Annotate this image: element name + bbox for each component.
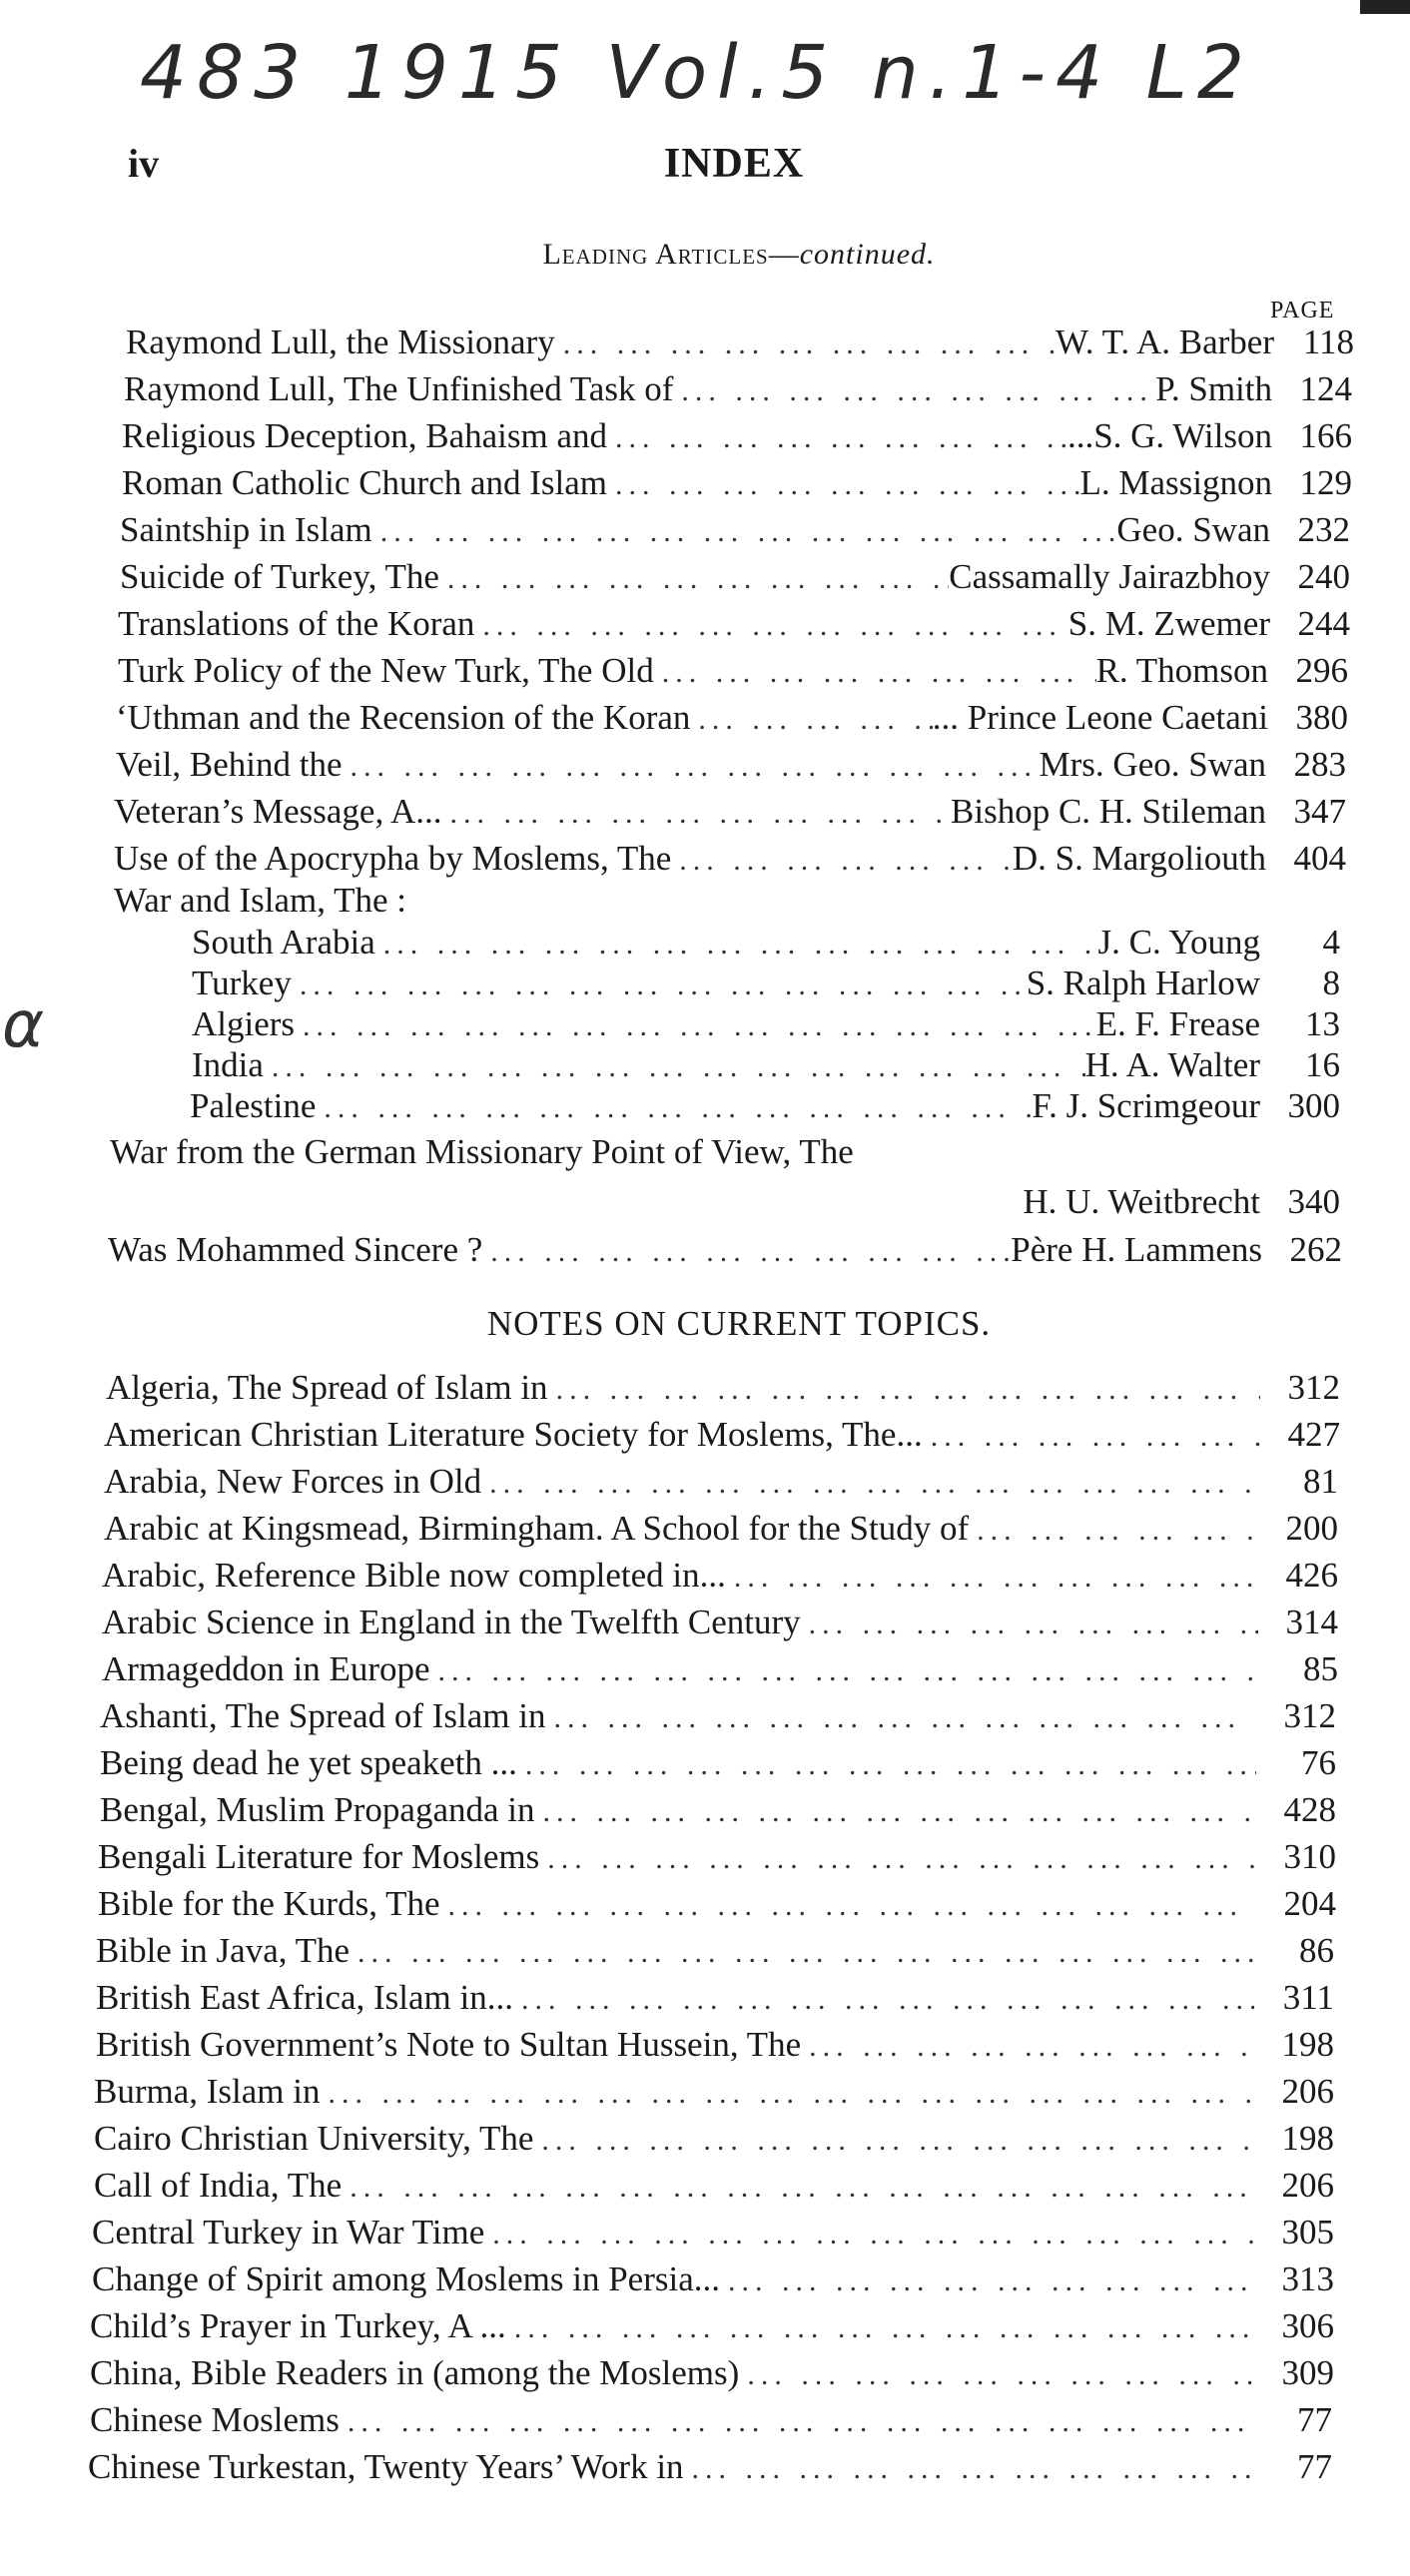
- leader-dots: [720, 2264, 1254, 2298]
- entry-page: 77: [1297, 2400, 1332, 2439]
- leader-dots: [969, 1514, 1258, 1548]
- entry-page: 296: [1295, 651, 1348, 690]
- list-item: [192, 1045, 1340, 1091]
- page-column-label: PAGE: [1270, 298, 1335, 323]
- entry-page: 129: [1299, 463, 1352, 502]
- leader-dots: [343, 750, 1040, 784]
- leader-dots: [533, 2124, 1254, 2158]
- entry-title: Cairo Christian University, The: [94, 2119, 534, 2158]
- list-item: [104, 1462, 1338, 1508]
- entry-title: Armageddon in Europe: [102, 1649, 430, 1688]
- leader-dots: [474, 609, 1067, 643]
- leader-dots: [506, 2311, 1254, 2345]
- leader-dots: [684, 2452, 1252, 2486]
- entry-author: Cassamally Jairazbhoy: [949, 557, 1270, 596]
- entry-title: Change of Spirit among Moslems in Persia...: [92, 2259, 720, 2298]
- list-item: [104, 1415, 1340, 1461]
- list-item: [94, 2119, 1334, 2165]
- leader-dots: [801, 1608, 1258, 1641]
- entry-title: Was Mohammed Sincere ?: [108, 1230, 483, 1269]
- leader-dots: [923, 1420, 1260, 1454]
- list-item: [100, 1743, 1336, 1789]
- entry-page: 76: [1301, 1743, 1336, 1782]
- entry-title: Bible in Java, The: [96, 1931, 351, 1970]
- list-item: [98, 1884, 1336, 1930]
- leader-dots: [430, 1654, 1258, 1688]
- list-item: [102, 1603, 1338, 1648]
- entry-author: L. Massignon: [1079, 463, 1272, 502]
- entry-author: D. S. Margoliouth: [1012, 839, 1266, 878]
- leader-dots: [439, 1889, 1256, 1923]
- entry-page: 198: [1281, 2025, 1334, 2064]
- entry-author: H. A. Walter: [1084, 1045, 1260, 1084]
- entry-page: 309: [1281, 2353, 1334, 2392]
- entry-page: 4: [1322, 923, 1340, 962]
- leader-dots: [726, 1561, 1258, 1595]
- list-item: [120, 557, 1350, 603]
- leader-dots: [442, 797, 951, 831]
- entry-page: 204: [1283, 1884, 1336, 1923]
- entry-author: P. Smith: [1155, 369, 1272, 408]
- notes-heading: NOTES ON CURRENT TOPICS.: [486, 1304, 992, 1343]
- entry-page: 312: [1287, 1368, 1340, 1407]
- list-item: [114, 792, 1346, 838]
- leader-dots: [546, 1701, 1257, 1735]
- section-subtitle: [0, 238, 1410, 272]
- entry-title: Being dead he yet speaketh ...: [100, 1743, 517, 1782]
- list-item: [122, 416, 1352, 462]
- entry-author: F. J. Scrimgeour: [1032, 1086, 1260, 1125]
- leader-dots: [292, 968, 1027, 1002]
- leader-dots: [654, 656, 1096, 690]
- entry-author: W. T. A. Barber: [1055, 322, 1274, 361]
- entry-page: 404: [1293, 839, 1346, 878]
- entry-page: 8: [1322, 964, 1340, 1002]
- entry-page: 232: [1297, 510, 1350, 549]
- entry-title: War from the German Missionary Point of View, The: [110, 1132, 854, 1171]
- leader-dots: [555, 327, 1056, 361]
- entry-page: 312: [1283, 1696, 1336, 1735]
- entry-title: Child’s Prayer in Turkey, A ...: [90, 2306, 506, 2345]
- entry-author: Mrs. Geo. Swan: [1039, 745, 1266, 784]
- entry-page: 77: [1297, 2447, 1332, 2486]
- entry-author: H. U. Weitbrecht: [1023, 1182, 1260, 1221]
- leader-dots: [539, 1842, 1256, 1876]
- list-item: [106, 1368, 1340, 1414]
- list-item: [98, 1837, 1336, 1883]
- entry-page: 262: [1289, 1230, 1342, 1269]
- entry-author: E. F. Frease: [1095, 1004, 1260, 1043]
- entry-title: Ashanti, The Spread of Islam in: [100, 1696, 546, 1735]
- list-item: [192, 923, 1340, 968]
- entry-title: Arabia, New Forces in Old: [104, 1462, 482, 1501]
- entry-page: 206: [1281, 2072, 1334, 2111]
- page-number: iv: [128, 141, 160, 186]
- list-item: [96, 2025, 1334, 2071]
- list-item: [90, 2353, 1334, 2399]
- leader-dots: [513, 1983, 1254, 2017]
- entry-title: Turkey: [192, 964, 292, 1002]
- entry-page: 380: [1295, 698, 1348, 737]
- entry-title: Bengali Literature for Moslems: [98, 1837, 540, 1876]
- entry-title: Suicide of Turkey, The: [120, 557, 439, 596]
- leader-dots: [482, 1235, 1011, 1269]
- entry-title: Bengal, Muslim Propaganda in: [100, 1790, 535, 1829]
- leader-dots: [535, 1795, 1256, 1829]
- list-item: [124, 369, 1352, 415]
- entry-title: Bible for the Kurds, The: [98, 1884, 440, 1923]
- leader-dots: [316, 1091, 1032, 1125]
- list-item: [108, 1230, 1342, 1276]
- leader-dots: [295, 1009, 1096, 1043]
- subtitle-main: Leading Articles—: [542, 238, 800, 271]
- entry-title: Algiers: [192, 1004, 296, 1043]
- entry-title: Translations of the Koran: [118, 604, 475, 643]
- entry-title: ‘Uthman and the Recension of the Koran: [116, 698, 691, 737]
- leader-dots: [350, 1936, 1254, 1970]
- entry-page: 13: [1305, 1004, 1340, 1043]
- leader-dots: [690, 703, 932, 737]
- leader-dots: [517, 1748, 1256, 1782]
- list-item: [90, 2400, 1332, 2446]
- entry-page: 118: [1302, 322, 1354, 361]
- entry-title: Algeria, The Spread of Islam in: [106, 1368, 548, 1407]
- leader-dots: [375, 928, 1098, 962]
- list-item: [90, 2306, 1334, 2352]
- entry-page: 85: [1303, 1649, 1338, 1688]
- corner-mark: [1360, 0, 1410, 14]
- list-item: [114, 839, 1346, 885]
- margin-mark: α: [2, 988, 45, 1062]
- entry-page: 306: [1281, 2306, 1334, 2345]
- entry-author: Geo. Swan: [1116, 510, 1270, 549]
- entry-title: Roman Catholic Church and Islam: [122, 463, 608, 502]
- leader-dots: [673, 374, 1155, 408]
- page-title: INDEX: [663, 141, 805, 187]
- list-item: [88, 2447, 1332, 2493]
- list-item: [192, 964, 1340, 1009]
- list-item: [126, 322, 1354, 368]
- entry-page: 244: [1297, 604, 1350, 643]
- entry-title: British Government’s Note to Sultan Hussein, The: [96, 2025, 802, 2064]
- leader-dots: [607, 421, 1067, 455]
- handwritten-call-number: 483 1915 Vol.5 n.1-4 L2: [140, 30, 1254, 116]
- list-item: [118, 604, 1350, 650]
- list-item: [94, 2166, 1334, 2212]
- entry-author: ...S. G. Wilson: [1066, 416, 1272, 455]
- entry-page: 240: [1297, 557, 1350, 596]
- list-item: [96, 1978, 1334, 2024]
- list-item: [192, 1004, 1340, 1050]
- leader-dots: [548, 1373, 1260, 1407]
- entry-author: Bishop C. H. Stileman: [951, 792, 1266, 831]
- entry-title: Chinese Moslems: [90, 2400, 340, 2439]
- entry-title: Veteran’s Message, A...: [114, 792, 442, 831]
- entry-page: 340: [1287, 1182, 1340, 1221]
- entry-author: ... Prince Leone Caetani: [932, 698, 1268, 737]
- leader-dots: [264, 1050, 1085, 1084]
- entry-title: Raymond Lull, The Unfinished Task of: [124, 369, 674, 408]
- entry-page: 200: [1285, 1509, 1338, 1548]
- entry-page: 347: [1293, 792, 1346, 831]
- entry-page: 166: [1299, 416, 1352, 455]
- list-item: [100, 1696, 1336, 1742]
- entry-page: 86: [1299, 1931, 1334, 1970]
- entry-title: Religious Deception, Bahaism and: [122, 416, 608, 455]
- entry-title: South Arabia: [192, 923, 375, 962]
- leader-dots: [801, 2030, 1254, 2064]
- entry-page: 81: [1303, 1462, 1338, 1501]
- entry-title: Chinese Turkestan, Twenty Years’ Work in: [88, 2447, 684, 2486]
- entry-title: Arabic, Reference Bible now completed in...: [102, 1556, 726, 1595]
- entry-title: India: [192, 1045, 264, 1084]
- entry-title: British East Africa, Islam in...: [96, 1978, 513, 2017]
- entry-title: Central Turkey in War Time: [92, 2213, 485, 2252]
- list-item: [102, 1649, 1338, 1695]
- entry-page: 428: [1283, 1790, 1336, 1829]
- entry-title: Raymond Lull, the Missionary: [126, 322, 555, 361]
- leader-dots: [481, 1467, 1258, 1501]
- entry-author: S. M. Zwemer: [1067, 604, 1270, 643]
- list-item: [92, 2259, 1334, 2305]
- entry-author: R. Thomson: [1095, 651, 1268, 690]
- entry-page: 206: [1281, 2166, 1334, 2205]
- list-item: [116, 698, 1348, 744]
- entry-page: 313: [1281, 2259, 1334, 2298]
- leader-dots: [484, 2218, 1254, 2252]
- entry-page: 314: [1285, 1603, 1338, 1641]
- list-item: [118, 651, 1348, 697]
- leader-dots: [372, 515, 1117, 549]
- entry-title: Turk Policy of the New Turk, The Old: [118, 651, 654, 690]
- entry-author: Père H. Lammens: [1011, 1230, 1262, 1269]
- entry-title: Veil, Behind the: [116, 745, 343, 784]
- leader-dots: [439, 562, 949, 596]
- entry-page: 198: [1281, 2119, 1334, 2158]
- entry-page: 426: [1285, 1556, 1338, 1595]
- list-item: [120, 510, 1350, 556]
- list-item: [190, 1086, 1340, 1132]
- entry-title: China, Bible Readers in (among the Moslems): [90, 2353, 740, 2392]
- entry-page: 16: [1305, 1045, 1340, 1084]
- subtitle-italic: continued.: [799, 238, 936, 271]
- entry-title: Use of the Apocrypha by Moslems, The: [114, 839, 672, 878]
- leader-dots: [340, 2405, 1252, 2439]
- list-item: [100, 1790, 1336, 1836]
- entry-page: 124: [1299, 369, 1352, 408]
- entry-page: 311: [1282, 1978, 1334, 2017]
- entry-title: Burma, Islam in: [94, 2072, 321, 2111]
- subsection-heading: War and Islam, The :: [114, 881, 406, 920]
- leader-dots: [607, 468, 1079, 502]
- entry-author: S. Ralph Harlow: [1026, 964, 1260, 1002]
- entry-page: 283: [1293, 745, 1346, 784]
- list-item: [899, 1182, 1340, 1228]
- list-item: [94, 2072, 1334, 2118]
- entry-title: Arabic at Kingsmead, Birmingham. A School for the Study of: [104, 1509, 970, 1548]
- list-item: [122, 463, 1352, 509]
- entry-page: 300: [1287, 1086, 1340, 1125]
- entry-title: Call of India, The: [94, 2166, 343, 2205]
- entry-title: Palestine: [190, 1086, 317, 1125]
- list-item: [92, 2213, 1334, 2258]
- entry-page: 305: [1281, 2213, 1334, 2252]
- list-item: [104, 1509, 1338, 1555]
- leader-dots: [739, 2358, 1254, 2392]
- leader-dots: [342, 2171, 1254, 2205]
- leader-dots: [321, 2077, 1255, 2111]
- list-item: [102, 1556, 1338, 1602]
- leader-dots: [671, 844, 1013, 878]
- list-item: [96, 1931, 1334, 1977]
- entry-title: Arabic Science in England in the Twelfth Century: [102, 1603, 801, 1641]
- entry-title: Saintship in Islam: [120, 510, 372, 549]
- entry-title: American Christian Literature Society for Moslems, The...: [104, 1415, 923, 1454]
- entry-page: 310: [1283, 1837, 1336, 1876]
- list-item: [116, 745, 1346, 791]
- entry-page: 427: [1287, 1415, 1340, 1454]
- entry-author: J. C. Young: [1097, 923, 1260, 962]
